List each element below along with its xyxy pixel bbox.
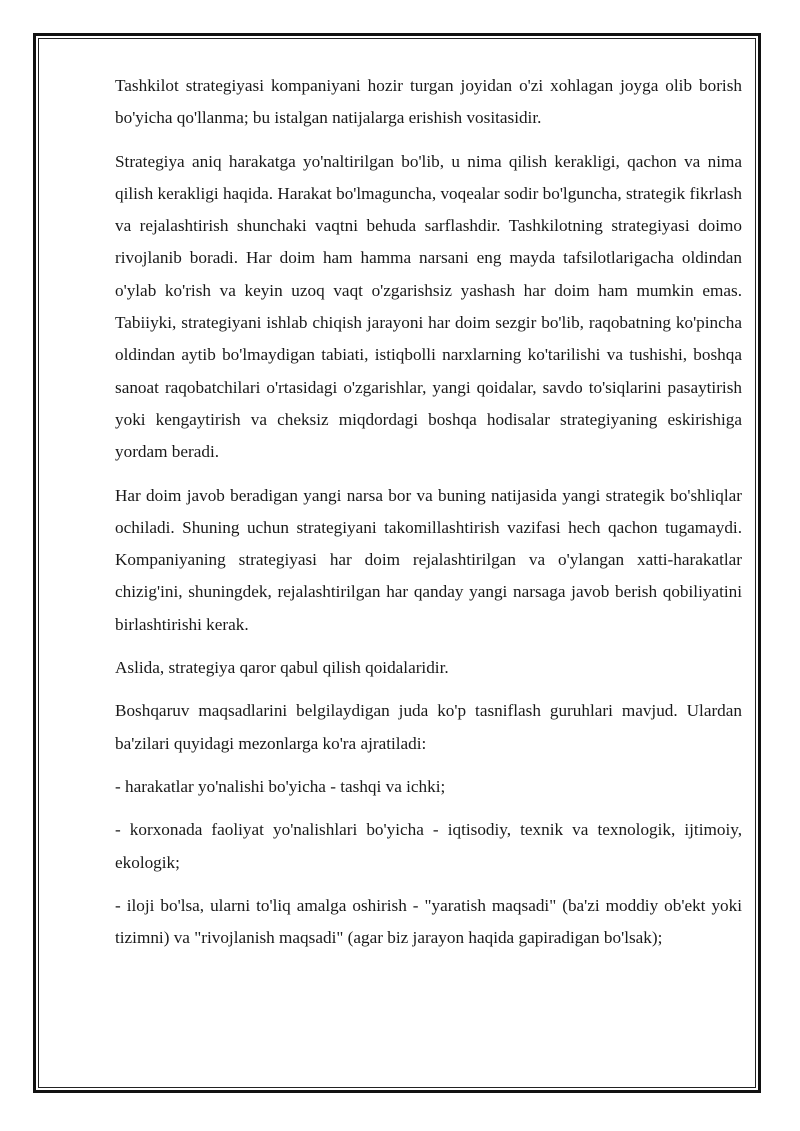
document-body (115, 70, 742, 965)
paragraph-strategy-action: Strategiya aniq harakatga yo'naltirilgan bo'lib, u nima qilish kerakligi, qachon va nima qilish kerakligi haqida. Harakat bo'lmaguncha, voqealar sodir bo'lguncha, strategik fikrlash va rejalashtirish shunchaki vaqtni behuda sarflashdir. Tashkilotning strategiyasi doimo rivojlanib boradi. Har doim ham hamma narsani eng mayda tafsilotlarigacha oldindan o'ylab ko'rish va keyin uzoq vaqt o'zgarishsiz yashash har doim ham mumkin emas. Tabiiyki, strategiyani ishlab chiqish jarayoni har doim sezgir bo'lib, raqobatning ko'pincha oldindan aytib bo'lmaydigan tabiati, istiqbolli narxlarning ko'tarilishi va tushishi, boshqa sanoat raqobatchilari o'rtasidagi o'zgarishlar, yangi qoidalar, savdo to'siqlarini pasaytirish yoki kengaytirish va cheksiz miqdordagi boshqa hodisalar strategiyaning eskirishiga yordam beradi. (115, 151, 742, 462)
paragraph-decision-rules: Aslida, strategiya qaror qabul qilish qoidalaridir. (115, 658, 449, 678)
list-item-activity-areas: - korxonada faoliyat yo'nalishlari bo'yicha - iqtisodiy, texnik va texnologik, ijtimoiy, ekologik; (115, 820, 742, 872)
paragraph-goal-classification: Boshqaruv maqsadlarini belgilaydigan juda ko'p tasniflash guruhlari mavjud. Ulardan ba'zilari quyidagi mezonlarga ko'ra ajratiladi: (115, 701, 742, 753)
paragraph-strategy-definition: Tashkilot strategiyasi kompaniyani hozir turgan joyidan o'zi xohlagan joyga olib borish bo'yicha qo'llanma; bu istalgan natijalarga erishish vositasidir. (115, 76, 742, 128)
paragraph-strategy-improvement: Har doim javob beradigan yangi narsa bor va buning natijasida yangi strategik bo'shliqlar ochiladi. Shuning uchun strategiyani takomillashtirish vazifasi hech qachon tugamaydi. Kompaniyaning strategiyasi har doim rejalashtirilgan va o'ylangan xatti-harakatlar chizig'ini, shuningdek, rejalashtirilgan har qanday yangi narsaga javob berish qobiliyatini birlashtirishi kerak. (115, 485, 742, 634)
list-item-implementation: - iloji bo'lsa, ularni to'liq amalga oshirish - "yaratish maqsadi" (ba'zi moddiy ob'ekt yoki tizimni) va "rivojlanish maqsadi" (agar biz jarayon haqida gapiradigan bo'lsak); (115, 895, 742, 948)
list-item-direction: - harakatlar yo'nalishi bo'yicha - tashqi va ichki; (115, 776, 446, 796)
